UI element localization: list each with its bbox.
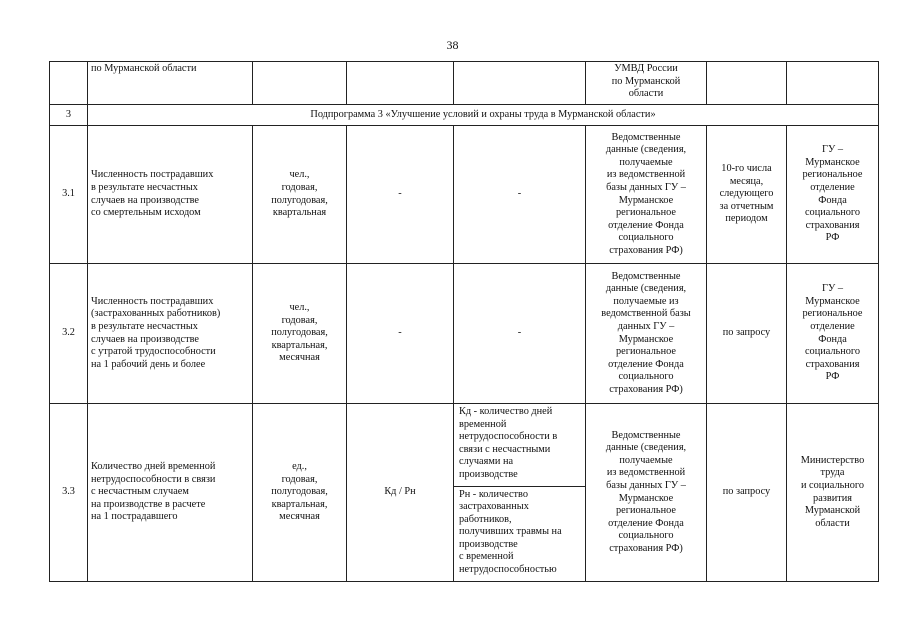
row-indicators: - <box>454 126 586 264</box>
row-timing: по запросу <box>707 404 787 582</box>
cell-indicators <box>454 62 586 105</box>
page-number: 38 <box>446 38 459 52</box>
cell-name: по Мурманской области <box>88 62 253 105</box>
indicator-rn: Рн - количество застрахованных работников, получивших травмы на производстве с временной нетрудоспособностью <box>459 488 562 576</box>
row-formula: - <box>347 126 454 264</box>
row-unit: чел., годовая, полугодовая, квартальная, месячная <box>253 264 347 404</box>
row-responsible: ГУ – Мурманское региональное отделение Фонда социального страхования РФ <box>787 126 879 264</box>
row-num: 3.1 <box>50 126 88 264</box>
row-num: 3.2 <box>50 264 88 404</box>
row-responsible: ГУ – Мурманское региональное отделение Фонда социального страхования РФ <box>787 264 879 404</box>
cell-num <box>50 62 88 105</box>
cell-formula <box>347 62 454 105</box>
table-row <box>50 404 879 582</box>
cell-timing <box>707 62 787 105</box>
subprogram-row <box>50 105 879 126</box>
indicators-table <box>49 61 879 582</box>
indicator-kd: Кд - количество дней временной нетрудоспособности в связи с несчастными случаями на производстве <box>454 404 585 486</box>
row-name: Численность пострадавших в результате несчастных случаев на производстве со смертельным исходом <box>88 126 253 264</box>
row-timing: по запросу <box>707 264 787 404</box>
subprogram-num: 3 <box>50 105 88 126</box>
row-responsible: Министерство труда и социального развития Мурманской области <box>787 404 879 582</box>
row-timing: 10-го числа месяца, следующего за отчетным периодом <box>707 126 787 264</box>
row-unit: ед., годовая, полугодовая, квартальная, месячная <box>253 404 347 582</box>
table-row-continuation <box>50 62 879 105</box>
row-formula: - <box>347 264 454 404</box>
row-num: 3.3 <box>50 404 88 582</box>
row-source: Ведомственные данные (сведения, получаемые из ведомственной базы данных ГУ – Мурманское региональное отделение Фонда социального страхования РФ) <box>586 264 707 404</box>
row-formula: Кд / Рн <box>347 404 454 582</box>
row-source: Ведомственные данные (сведения, получаемые из ведомственной базы данных ГУ – Мурманское региональное отделение Фонда социального страхования РФ) <box>586 126 707 264</box>
row-source: Ведомственные данные (сведения, получаемые из ведомственной базы данных ГУ – Мурманское региональное отделение Фонда социального страхования РФ) <box>586 404 707 582</box>
table-row <box>50 126 879 264</box>
table-row <box>50 264 879 404</box>
row-name: Количество дней временной нетрудоспособности в связи с несчастным случаем на производстве в расчете на 1 пострадавшего <box>88 404 253 582</box>
row-indicators <box>454 404 586 582</box>
row-indicators: - <box>454 264 586 404</box>
subprogram-title: Подпрограмма 3 «Улучшение условий и охраны труда в Мурманской области» <box>88 105 879 126</box>
cell-unit <box>253 62 347 105</box>
cell-responsible <box>787 62 879 105</box>
cell-source: УМВД России по Мурманской области <box>586 62 707 105</box>
row-unit: чел., годовая, полугодовая, квартальная <box>253 126 347 264</box>
indicators-subtable <box>454 404 585 581</box>
row-name: Численность пострадавших (застрахованных работников) в результате несчастных случаев на производстве с утратой трудоспособности на 1 рабочий день и более <box>88 264 253 404</box>
